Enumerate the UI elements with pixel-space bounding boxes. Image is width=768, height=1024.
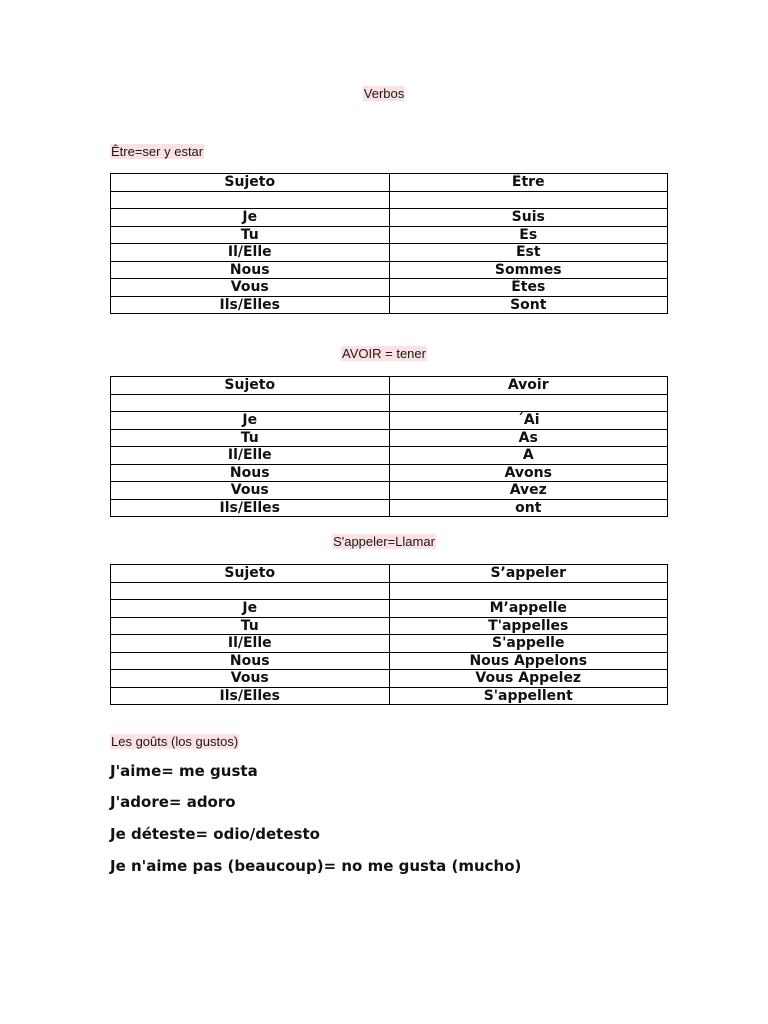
table-header-cell: S’appeler	[389, 565, 668, 583]
table-cell: Je	[111, 209, 390, 227]
table-cell: Vous	[111, 670, 390, 688]
table-cell: Vous	[111, 279, 390, 297]
gout-line: J'aime= me gusta	[110, 762, 258, 780]
table-cell: T'appelles	[389, 617, 668, 635]
section-heading-sappeler: S'appeler=Llamar	[333, 534, 435, 549]
table-cell: Il/Elle	[111, 447, 390, 465]
table-cell: Sont	[389, 296, 668, 314]
table-cell: Vous Appelez	[389, 670, 668, 688]
table-cell	[111, 582, 390, 600]
table-cell: Vous	[111, 482, 390, 500]
table-row	[111, 429, 668, 447]
gout-line: Je n'aime pas (beaucoup)= no me gusta (mucho)	[110, 857, 522, 875]
table-cell: Avons	[389, 464, 668, 482]
table-cell: S'appellent	[389, 687, 668, 705]
table-cell	[389, 191, 668, 209]
table-row	[111, 687, 668, 705]
table-cell: Êtes	[389, 279, 668, 297]
table-cell: As	[389, 429, 668, 447]
table-header-cell: Sujeto	[111, 377, 390, 395]
table-row	[111, 635, 668, 653]
table-cell: Je	[111, 412, 390, 430]
table-row	[111, 447, 668, 465]
table-cell	[111, 191, 390, 209]
table-cell: Sommes	[389, 261, 668, 279]
table-cell: A	[389, 447, 668, 465]
table-cell: Je	[111, 600, 390, 618]
table-row	[111, 412, 668, 430]
table-cell: Nous Appelons	[389, 652, 668, 670]
table-row	[111, 652, 668, 670]
table-cell: Es	[389, 226, 668, 244]
gouts-heading: Les goûts (los gustos)	[111, 734, 239, 749]
section-heading-etre: Être=ser y estar	[111, 144, 204, 159]
table-cell: S'appelle	[389, 635, 668, 653]
table-cell	[389, 394, 668, 412]
table-cell: Nous	[111, 464, 390, 482]
table-cell: Ils/Elles	[111, 296, 390, 314]
table-row	[111, 617, 668, 635]
table-row	[111, 582, 668, 600]
table-header-row	[111, 377, 668, 395]
gout-line: Je déteste= odio/detesto	[110, 825, 320, 843]
table-row	[111, 464, 668, 482]
table-row	[111, 482, 668, 500]
section-heading-avoir: AVOIR = tener	[342, 346, 426, 361]
table-cell: ´Ai	[389, 412, 668, 430]
table-cell: Tu	[111, 226, 390, 244]
table-row	[111, 600, 668, 618]
conjugation-table-etre	[110, 173, 668, 314]
table-cell: M’appelle	[389, 600, 668, 618]
table-row	[111, 394, 668, 412]
conjugation-table-avoir	[110, 376, 668, 517]
table-cell: Il/Elle	[111, 244, 390, 262]
table-row	[111, 226, 668, 244]
table-cell: Ils/Elles	[111, 499, 390, 517]
table-row	[111, 279, 668, 297]
table-header-cell: Sujeto	[111, 174, 390, 192]
table-cell: Suis	[389, 209, 668, 227]
table-cell: Est	[389, 244, 668, 262]
table-cell: Ils/Elles	[111, 687, 390, 705]
gout-line: J'adore= adoro	[110, 793, 236, 811]
table-header-row	[111, 565, 668, 583]
table-cell: Avez	[389, 482, 668, 500]
table-row	[111, 499, 668, 517]
table-header-row	[111, 174, 668, 192]
conjugation-table-sappeler	[110, 564, 668, 705]
table-cell: Il/Elle	[111, 635, 390, 653]
table-cell: Nous	[111, 652, 390, 670]
table-cell: Nous	[111, 261, 390, 279]
table-row	[111, 209, 668, 227]
table-cell	[389, 582, 668, 600]
page-title: Verbos	[363, 86, 405, 101]
table-header-cell: Sujeto	[111, 565, 390, 583]
table-cell: Tu	[111, 617, 390, 635]
table-header-cell: Être	[389, 174, 668, 192]
table-cell: Tu	[111, 429, 390, 447]
table-row	[111, 670, 668, 688]
table-row	[111, 244, 668, 262]
table-cell	[111, 394, 390, 412]
table-row	[111, 296, 668, 314]
table-header-cell: Avoir	[389, 377, 668, 395]
table-row	[111, 191, 668, 209]
table-cell: ont	[389, 499, 668, 517]
table-row	[111, 261, 668, 279]
